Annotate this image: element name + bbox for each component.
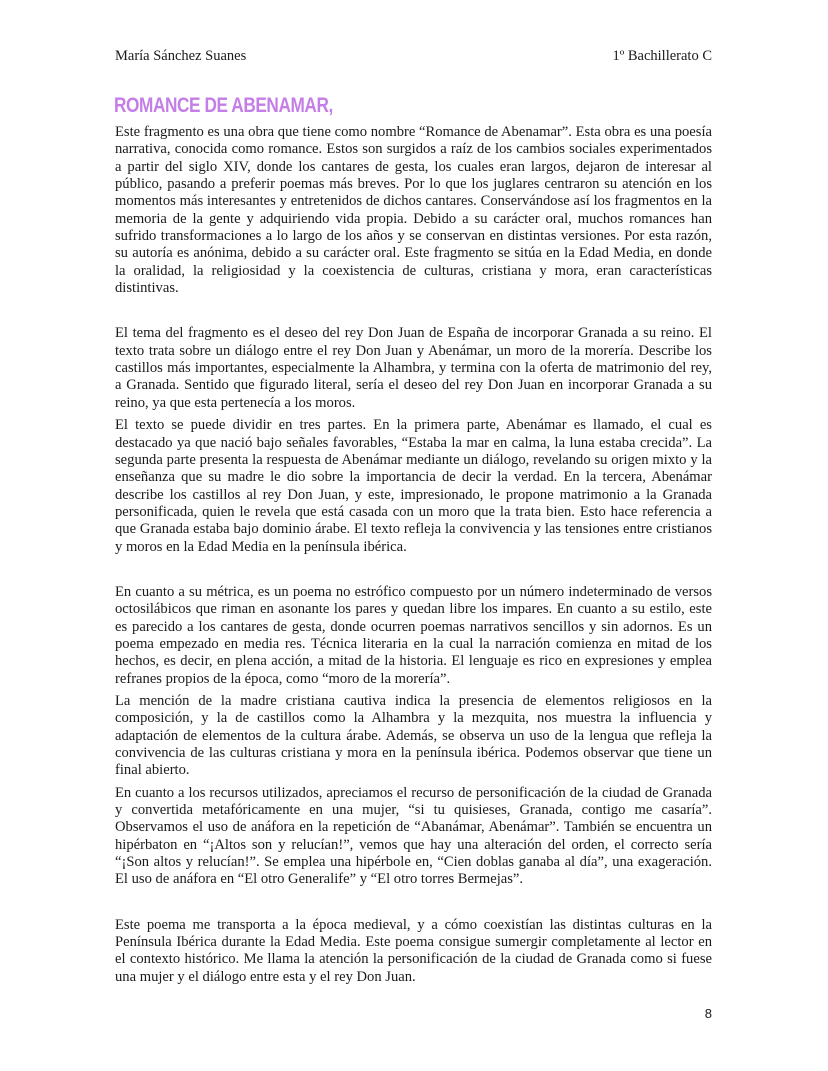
paragraph-introduction: Este fragmento es una obra que tiene como nombre “Romance de Abenamar”. Esta obra es una poesía narrativa, conocida como romance. Estos son surgidos a raíz de los cambios sociales experimentados a partir del siglo XIV, donde los cantares de gesta, los cuales eran largos, dejaron de interesar al público, pasando a preferir poemas más breves. Por lo que los juglares centraron su atención en los momentos más interesantes y entretenidos de dichos cantares. Conservándose así los fragmentos en la memoria de la gente y adquiriendo vida propia. Debido a su carácter oral, muchos romances han sufrido transformaciones a lo largo de los años y se conservan en distintas versiones. Por esta razón, su autoría es anónima, debido a su carácter oral. Este fragmento se sitúa en la Edad Media, en donde la oralidad, la religiosidad y la coexistencia de culturas, cristiana y mora, eran características distintivas. [115, 124, 712, 297]
paragraph-opinion: Este poema me transporta a la época medieval, y a cómo coexistían las distintas culturas en la Península Ibérica durante la Edad Media. Este poema consigue sumergir completamente al lector en el contexto histórico. Me llama la atención la personificación de la ciudad de Granada como si fuese una mujer y el diálogo entre esta y el rey Don Juan. [115, 916, 712, 985]
document-title: ROMANCE DE ABENAMAR, [114, 94, 333, 117]
paragraph-theme: El tema del fragmento es el deseo del rey Don Juan de España de incorporar Granada a su reino. El texto trata sobre un diálogo entre el rey Don Juan y Abenámar, un moro de la morería. Describe los castillos más importantes, especialmente la Alhambra, y termina con la oferta de matrimonio del rey, a Granada. Sentido que figurado literal, sería el deseo del rey Don Juan en incorporar Granada a su reino, ya que esta pertenecía a los moros. [115, 325, 712, 411]
header-author: María Sánchez Suanes [115, 48, 247, 64]
document-body [115, 124, 712, 986]
header-course: 1º Bachillerato C [612, 48, 712, 64]
page-number: 8 [704, 1006, 712, 1021]
paragraph-cultural-elements: La mención de la madre cristiana cautiva indica la presencia de elementos religiosos en la composición, y la de castillos como la Alhambra y la mezquita, nos muestra la influencia y adaptación de elementos de la cultura árabe. Además, se observa un uso de la lengua que refleja la convivencia de las culturas cristiana y mora en la península ibérica. Podemos observar que tiene un final abierto. [115, 692, 712, 779]
paragraph-structure: El texto se puede dividir en tres partes. En la primera parte, Abenámar es llamado, el cual es destacado ya que nació bajo señales favorables, “Estaba la mar en calma, la luna estaba crecida”. La segunda parte presenta la respuesta de Abenámar mediante un diálogo, revelando su origen mixto y la enseñanza que su madre le dio sobre la importancia de decir la verdad. En la tercera, Abenámar describe los castillos al rey Don Juan, y este, impresionado, le propone matrimonio a la Granada personificada, quien le revela que está casada con un moro que la trata bien. Esto hace referencia a que Granada estaba bajo dominio árabe. El texto refleja la convivencia y las tensiones entre cristianos y moros en la Edad Media en la península ibérica. [115, 417, 712, 555]
paragraph-metrics: En cuanto a su métrica, es un poema no estrófico compuesto por un número indeterminado de versos octosilábicos que riman en asonante los pares y quedan libre los impares. En cuanto a su estilo, este es parecido a los cantares de gesta, donde ocurren poemas narrativos sencillos y sin adornos. Es un poema empezado en media res. Técnica literaria en la cual la narración comienza en mitad de los hechos, es decir, en plena acción, a mitad de la historia. El lenguaje es rico en expresiones y emplea refranes propios de la época, como “moro de la morería”. [115, 583, 712, 687]
paragraph-literary-devices: En cuanto a los recursos utilizados, apreciamos el recurso de personificación de la ciudad de Granada y convertida metafóricamente en una mujer, “si tu quisieses, Granada, contigo me casaría”. Observamos el uso de anáfora en la repetición de “Abanámar, Abenámar”. También se encuentra un hipérbaton en “¡Altos son y relucían!”, vemos que hay una alteración del orden, el correcto sería “¡Son altos y relucían!”. Se emplea una hipérbole en, “Cien doblas ganaba al día”, una exageración. El uso de anáfora en “El otro Generalife” y “El otro torres Bermejas”. [115, 784, 712, 888]
